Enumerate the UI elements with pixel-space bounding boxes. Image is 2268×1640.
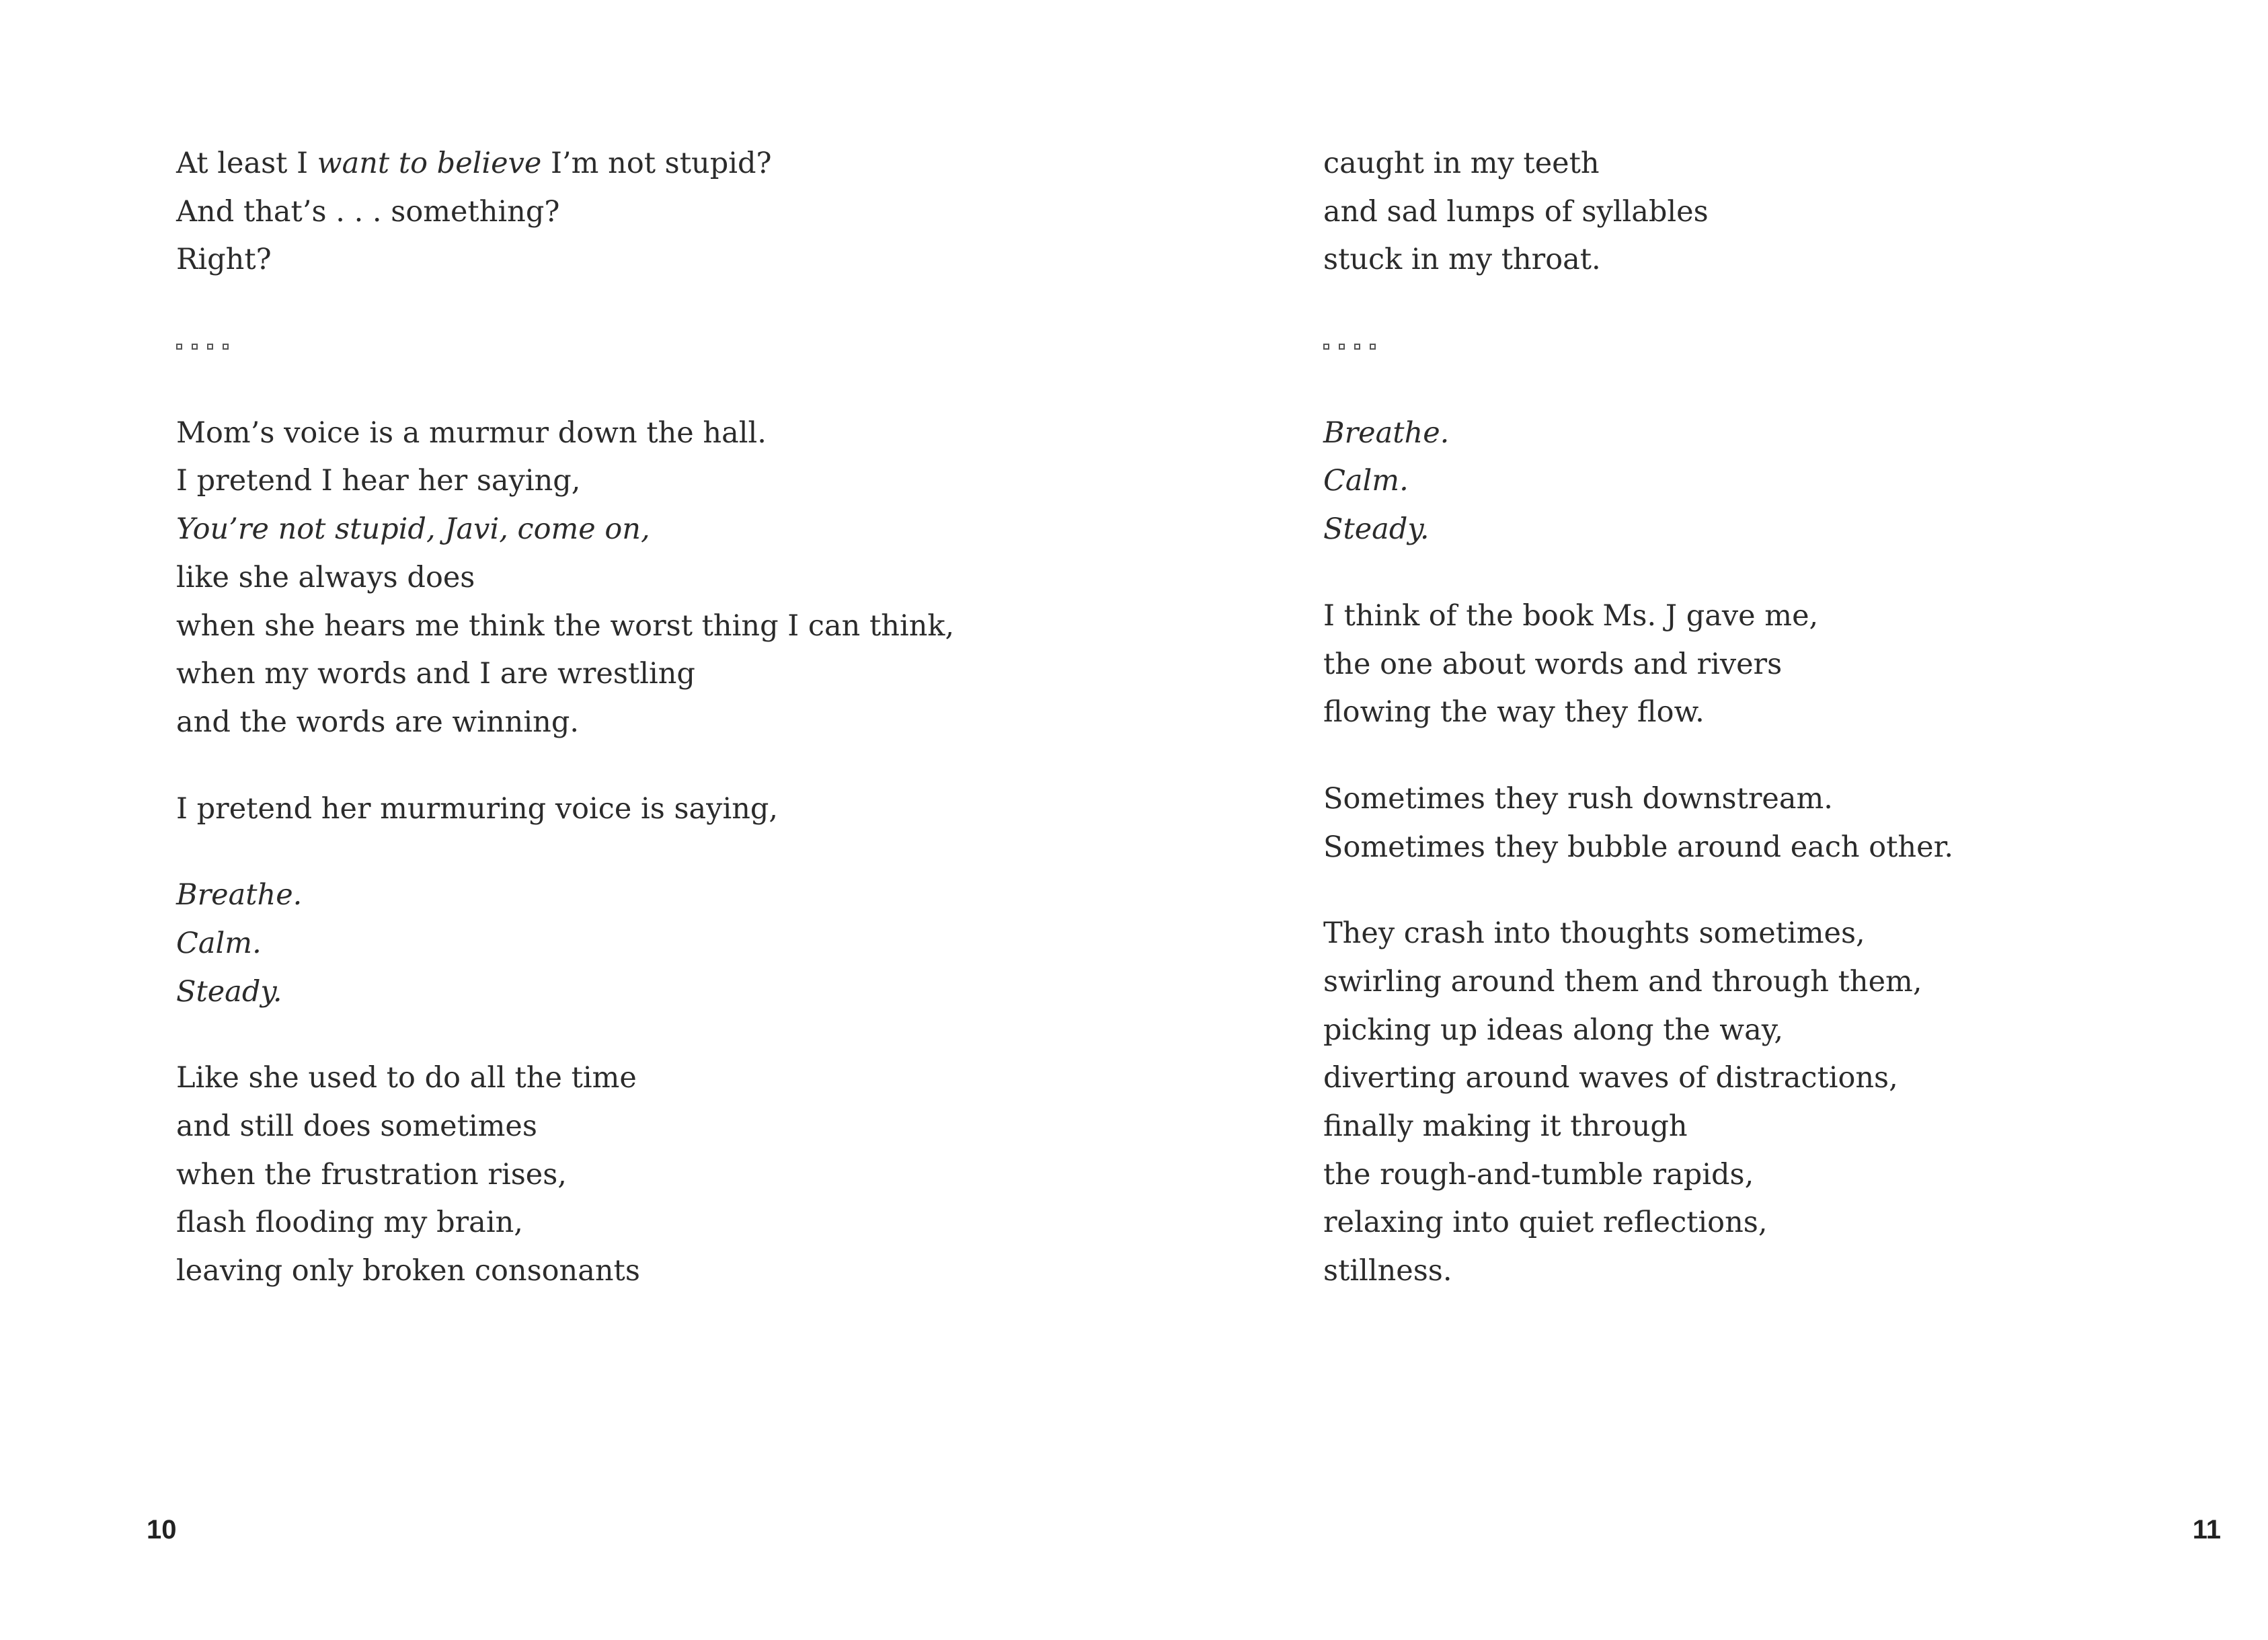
- section-break-ornament: [176, 323, 983, 371]
- line-text: finally making it through: [1323, 1109, 1688, 1143]
- italic-text: Steady.: [1323, 512, 1430, 547]
- line-text: stillness.: [1323, 1254, 1452, 1288]
- poem-line: [1323, 910, 2130, 958]
- ornament-square-icon: [207, 344, 213, 350]
- poem-line: [1323, 1199, 2130, 1247]
- stanza: [1323, 910, 2130, 1296]
- italic-text: You’re not stupid, Javi, come on,: [176, 512, 650, 547]
- line-text: relaxing into quiet reflections,: [1323, 1206, 1768, 1240]
- poem-line: [1323, 592, 2130, 641]
- line-text: the one about words and rivers: [1323, 647, 1783, 681]
- poem-line: [1323, 958, 2130, 1007]
- italic-text: Breathe.: [176, 878, 303, 912]
- poem-line: [1323, 1247, 2130, 1296]
- line-text: Sometimes they rush downstream.: [1323, 781, 1833, 816]
- poem-line: [1323, 689, 2130, 737]
- italic-text: Steady.: [176, 974, 282, 1009]
- line-text: Sometimes they bubble around each other.: [1323, 830, 1954, 864]
- italic-text: Calm.: [1323, 464, 1409, 498]
- stanza: [176, 409, 983, 747]
- line-text: picking up ideas along the way,: [1323, 1013, 1783, 1047]
- poem-line: [176, 699, 983, 747]
- line-text: They crash into thoughts sometimes,: [1323, 916, 1865, 951]
- italic-text: Calm.: [176, 926, 262, 960]
- italic-text: want to believe: [317, 147, 542, 180]
- poem-line: [1323, 236, 2130, 284]
- line-text: caught in my teeth: [1323, 147, 1600, 180]
- italic-text: Breathe.: [1323, 416, 1450, 450]
- line-text: Like she used to do all the time: [176, 1061, 637, 1095]
- line-text: when my words and I are wrestling: [176, 657, 695, 691]
- poem-line: [176, 871, 983, 920]
- poem-line: [176, 785, 983, 834]
- poem-line: [1323, 1151, 2130, 1200]
- page-number-left: 10: [147, 1515, 177, 1545]
- stanza: [1323, 775, 2130, 871]
- poem-line: [176, 1054, 983, 1103]
- line-text: diverting around waves of distractions,: [1323, 1061, 1898, 1095]
- line-text: leaving only broken consonants: [176, 1254, 640, 1288]
- poem-line: [1323, 188, 2130, 237]
- left-page-text: [176, 140, 983, 1334]
- poem-line: [1323, 824, 2130, 872]
- line-text: when she hears me think the worst thing I can think,: [176, 609, 955, 643]
- line-text: I’m not stupid?: [541, 147, 772, 180]
- line-text: Right?: [176, 243, 272, 277]
- poem-line: [1323, 1054, 2130, 1103]
- poem-line: [176, 409, 983, 458]
- line-text: I pretend her murmuring voice is saying,: [176, 791, 779, 826]
- ornament-square-icon: [176, 344, 182, 350]
- line-text: flowing the way they flow.: [1323, 695, 1705, 730]
- poem-line: [1323, 641, 2130, 689]
- stanza: [1323, 592, 2130, 737]
- stanza: [176, 1054, 983, 1295]
- poem-line: [176, 1151, 983, 1200]
- poem-line: [176, 920, 983, 968]
- ornament-square-icon: [1339, 344, 1345, 350]
- poem-line: [1323, 140, 2130, 188]
- poem-line: [176, 968, 983, 1017]
- poem-line: [176, 1199, 983, 1247]
- poem-line: [176, 457, 983, 506]
- poem-line: [176, 140, 983, 188]
- poem-line: [176, 188, 983, 237]
- poem-line: [1323, 409, 2130, 458]
- poem-line: [176, 506, 983, 554]
- poem-line: [1323, 1103, 2130, 1151]
- line-text: I think of the book Ms. J gave me,: [1323, 598, 1819, 633]
- line-text: At least I: [176, 147, 317, 180]
- stanza: [176, 785, 983, 834]
- poem-line: [176, 1247, 983, 1296]
- ornament-square-icon: [1354, 344, 1360, 350]
- line-text: stuck in my throat.: [1323, 243, 1601, 277]
- poem-line: [176, 1103, 983, 1151]
- stanza: [176, 140, 983, 284]
- line-text: Mom’s voice is a murmur down the hall.: [176, 416, 767, 450]
- line-text: swirling around them and through them,: [1323, 964, 1922, 999]
- poem-line: [1323, 457, 2130, 506]
- ornament-square-icon: [223, 344, 229, 350]
- poem-line: [1323, 1007, 2130, 1055]
- line-text: the rough-and-tumble rapids,: [1323, 1157, 1754, 1192]
- line-text: like she always does: [176, 560, 475, 594]
- line-text: and still does sometimes: [176, 1109, 537, 1143]
- stanza: [176, 871, 983, 1016]
- poem-line: [176, 602, 983, 651]
- ornament-square-icon: [1323, 344, 1329, 350]
- line-text: I pretend I hear her saying,: [176, 464, 581, 498]
- right-page-text: [1323, 140, 2130, 1334]
- ornament-square-icon: [192, 344, 198, 350]
- poem-line: [176, 236, 983, 284]
- line-text: and the words are winning.: [176, 705, 580, 739]
- line-text: and sad lumps of syllables: [1323, 194, 1709, 229]
- stanza: [1323, 140, 2130, 284]
- line-text: when the frustration rises,: [176, 1157, 567, 1192]
- right-page: [1134, 0, 2268, 1640]
- poem-line: [1323, 775, 2130, 824]
- poem-line: [1323, 506, 2130, 554]
- section-break-ornament: [1323, 323, 2130, 371]
- poem-line: [176, 650, 983, 699]
- stanza: [1323, 409, 2130, 554]
- page-number-right: 11: [2192, 1515, 2221, 1545]
- poem-line: [176, 554, 983, 602]
- line-text: flash flooding my brain,: [176, 1206, 523, 1240]
- ornament-square-icon: [1370, 344, 1376, 350]
- line-text: And that’s . . . something?: [176, 194, 560, 229]
